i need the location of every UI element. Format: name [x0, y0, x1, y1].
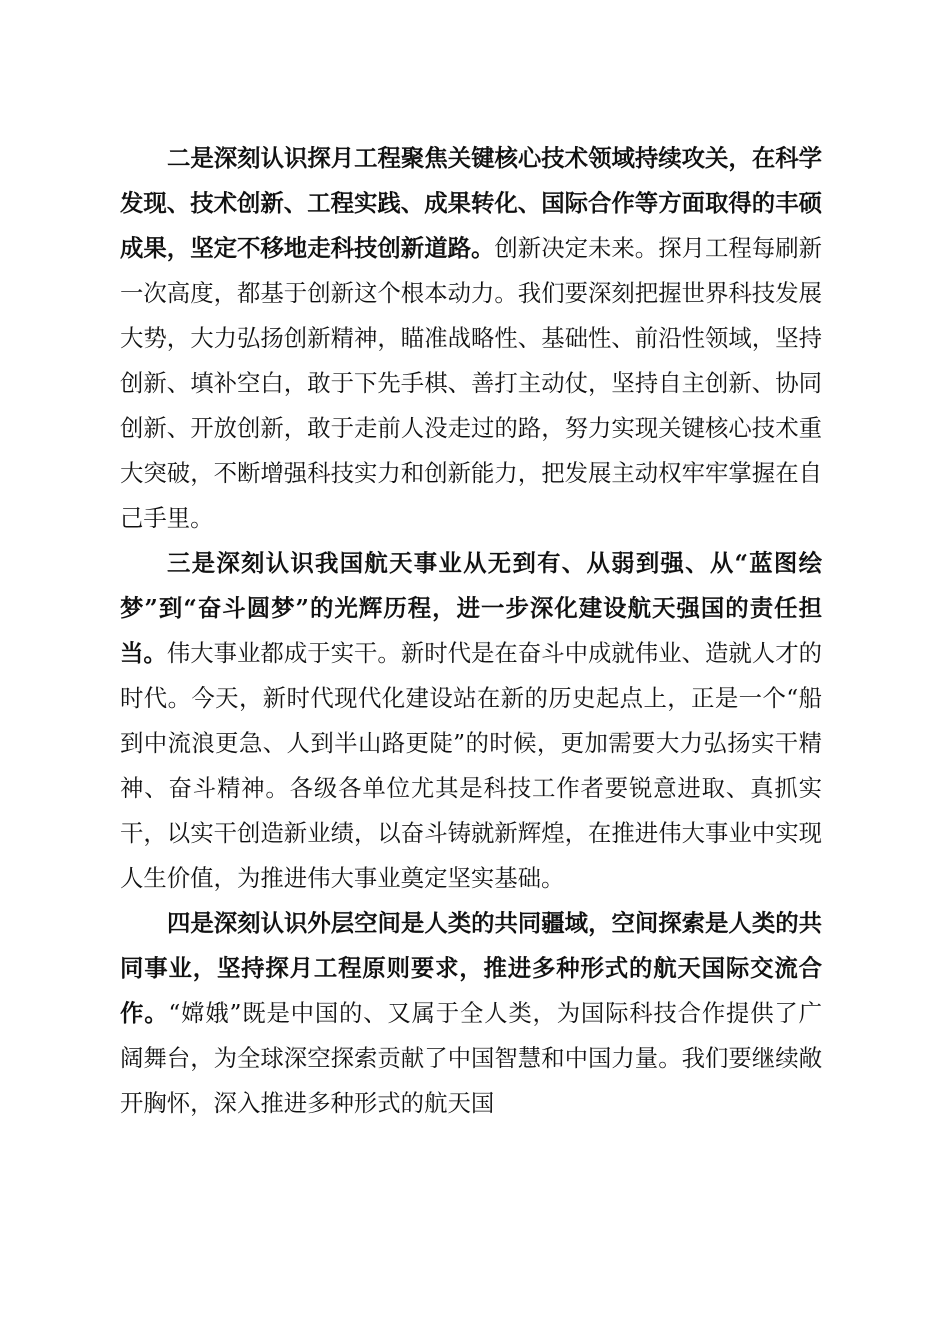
paragraph-3-lead: 三是深刻认识我国航天事业从无到有、从弱到强、从“蓝图绘梦”到“奋斗圆梦”的光辉历程，进一步深化建设航天强国的责任担当。 — [120, 549, 822, 667]
paragraph-2-lead: 二是深刻认识探月工程聚焦关键核心技术领域持续攻关，在科学发现、技术创新、工程实践、成果转化、国际合作等方面取得的丰硕成果，坚定不移地走科技创新道路。 — [120, 144, 822, 262]
paragraph-3-body: 伟大事业都成于实干。新时代是在奋斗中成就伟业、造就人才的时代。今天，新时代现代化建设站在新的历史起点上，正是一个“船到中流浪更急、人到半山路更陡”的时候，更加需要大力弘扬实干精神、奋斗精神。各级各单位尤其是科技工作者要锐意进取、真抓实干，以实干创造新业绩，以奋斗铸就新辉煌，在推进伟大事业中实现人生价值，为推进伟大事业奠定坚实基础。 — [120, 639, 823, 892]
paragraph-2 — [120, 136, 822, 541]
paragraph-4 — [120, 901, 822, 1126]
paragraph-4-lead: 四是深刻认识外层空间是人类的共同疆域，空间探索是人类的共同事业，坚持探月工程原则要求，推进多种形式的航天国际交流合作。 — [120, 909, 822, 1027]
paragraph-4-body: “嫦娥”既是中国的、又属于全人类，为国际科技合作提供了广阔舞台，为全球深空探索贡献了中国智慧和中国力量。我们要继续敞开胸怀，深入推进多种形式的航天国 — [120, 999, 823, 1117]
paragraph-2-body: 创新决定未来。探月工程每刷新一次高度，都基于创新这个根本动力。我们要深刻把握世界科技发展大势，大力弘扬创新精神，瞄准战略性、基础性、前沿性领域，坚持创新、填补空白，敢于下先手棋、善打主动仗，坚持自主创新、协同创新、开放创新，敢于走前人没走过的路，努力实现关键核心技术重大突破，不断增强科技实力和创新能力，把发展主动权牢牢掌握在自己手里。 — [120, 234, 822, 532]
paragraph-3 — [120, 541, 822, 901]
document-body — [120, 136, 822, 1126]
